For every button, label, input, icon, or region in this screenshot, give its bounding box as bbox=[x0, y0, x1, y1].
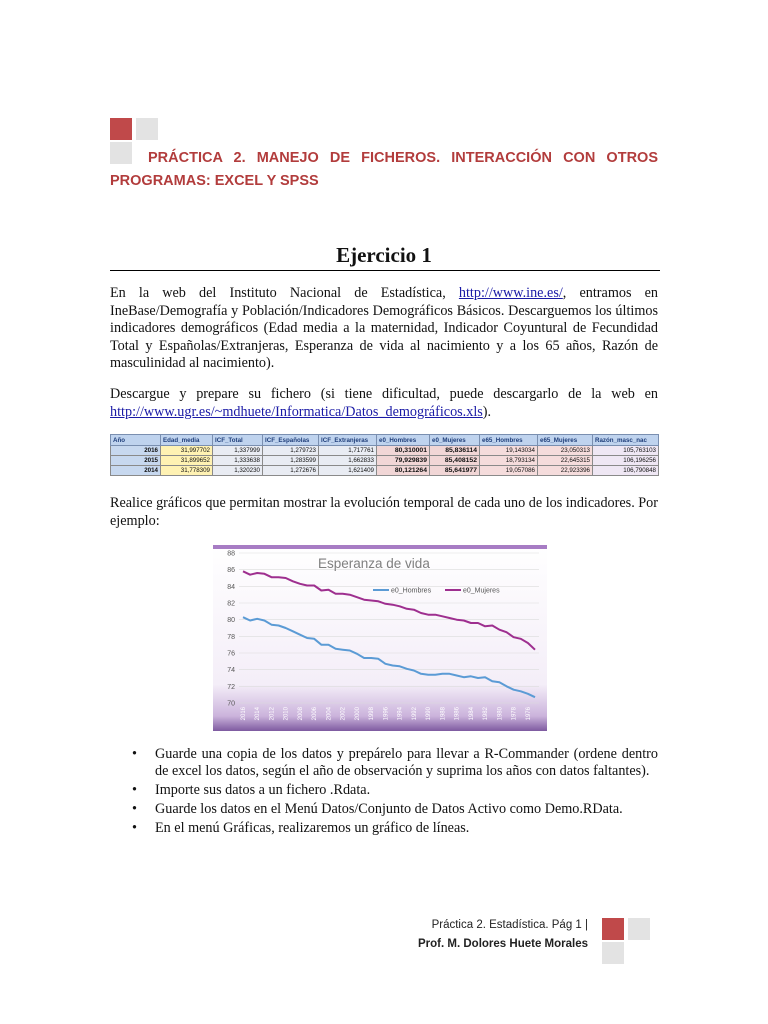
table-header: Año bbox=[111, 435, 161, 446]
list-item bbox=[110, 782, 658, 799]
para1-text-before: En la web del Instituto Nacional de Estadística, bbox=[110, 285, 459, 301]
bullet-icon: • bbox=[132, 801, 137, 817]
x-tick-label: 2014 bbox=[255, 707, 262, 721]
x-tick-label: 2004 bbox=[326, 707, 333, 721]
x-tick-label: 2010 bbox=[283, 707, 290, 721]
life-expectancy-chart bbox=[213, 545, 547, 731]
table-cell: 1,621409 bbox=[319, 466, 377, 476]
table-cell: 1,337999 bbox=[213, 446, 263, 456]
bullet-icon: • bbox=[132, 782, 137, 798]
table-cell: 1,272676 bbox=[263, 466, 319, 476]
table-cell: 22,645315 bbox=[538, 456, 593, 466]
logo-square-red bbox=[110, 118, 132, 140]
x-tick-label: 1980 bbox=[497, 707, 504, 721]
table-header: ICF_Total bbox=[213, 435, 263, 446]
x-tick-label: 1996 bbox=[383, 707, 390, 721]
table-cell: 1,320230 bbox=[213, 466, 263, 476]
table-header: ICF_Españolas bbox=[263, 435, 319, 446]
paragraph-2 bbox=[110, 386, 658, 421]
table-cell: 1,283599 bbox=[263, 456, 319, 466]
chart-x-ticks bbox=[241, 706, 532, 720]
y-tick-label: 72 bbox=[227, 683, 235, 691]
table-header: Razón_masc_nac bbox=[593, 435, 659, 446]
table-cell: 23,050313 bbox=[538, 446, 593, 456]
paragraph-1 bbox=[110, 285, 658, 373]
table-cell: 106,196256 bbox=[593, 456, 659, 466]
list-item-text: Guarde los datos en el Menú Datos/Conjunto de Datos Activo como Demo.RData. bbox=[155, 801, 623, 817]
footer-square-grey bbox=[602, 942, 624, 964]
logo-square-grey bbox=[136, 118, 158, 140]
table-cell: 85,641977 bbox=[430, 466, 480, 476]
table-cell: 80,310001 bbox=[377, 446, 430, 456]
footer-square-grey bbox=[628, 918, 650, 940]
x-tick-label: 1986 bbox=[454, 707, 461, 721]
footer-line-2: Prof. M. Dolores Huete Morales bbox=[418, 938, 588, 950]
ine-link[interactable]: http://www.ine.es/ bbox=[458, 285, 563, 301]
table-row bbox=[111, 446, 659, 456]
x-tick-label: 1992 bbox=[411, 707, 418, 721]
table-cell: 31,899652 bbox=[161, 456, 213, 466]
list-item-text: Guarde una copia de los datos y prepárelo para llevar a R-Commander (ordene dentro de excel los datos, según el año de observación y suprima los años con datos faltantes). bbox=[155, 746, 658, 779]
table-cell: 2016 bbox=[111, 446, 161, 456]
table-cell: 1,717761 bbox=[319, 446, 377, 456]
y-tick-label: 80 bbox=[227, 617, 235, 625]
table-header-row bbox=[111, 435, 659, 446]
x-tick-label: 1994 bbox=[397, 707, 404, 721]
table-header: e65_Hombres bbox=[480, 435, 538, 446]
table-cell: 18,793134 bbox=[480, 456, 538, 466]
table-cell: 2015 bbox=[111, 456, 161, 466]
table-cell: 85,408152 bbox=[430, 456, 480, 466]
x-tick-label: 1998 bbox=[369, 707, 376, 721]
footer-line-1: Práctica 2. Estadística. Pág 1 | bbox=[431, 919, 588, 931]
x-tick-label: 2016 bbox=[241, 707, 247, 721]
table-cell: 31,778309 bbox=[161, 466, 213, 476]
list-item bbox=[110, 820, 658, 837]
footer-square-red bbox=[602, 918, 624, 940]
para2-text-after: ). bbox=[482, 403, 492, 420]
instructions-list bbox=[110, 746, 658, 839]
x-tick-label: 1984 bbox=[468, 707, 475, 721]
x-tick-label: 1990 bbox=[426, 707, 433, 721]
y-tick-label: 88 bbox=[227, 550, 235, 558]
list-item bbox=[110, 746, 658, 780]
legend-label: e0_Hombres bbox=[391, 587, 432, 595]
table-cell: 22,923396 bbox=[538, 466, 593, 476]
table-header: ICF_Extranjeras bbox=[319, 435, 377, 446]
exercise-title: Ejercicio 1 bbox=[336, 243, 432, 267]
list-item-text: Importe sus datos a un fichero .Rdata. bbox=[155, 782, 371, 798]
table-row bbox=[111, 466, 659, 476]
x-tick-label: 1978 bbox=[511, 707, 518, 721]
table-header: e0_Hombres bbox=[377, 435, 430, 446]
paragraph-3: Realice gráficos que permitan mostrar la evolución temporal de cada uno de los indicadores. Por ejemplo: bbox=[110, 495, 658, 529]
x-tick-label: 2012 bbox=[269, 707, 276, 721]
table-row bbox=[111, 456, 659, 466]
x-tick-label: 2008 bbox=[297, 707, 304, 721]
title-rule bbox=[110, 270, 660, 271]
x-tick-label: 1976 bbox=[525, 707, 532, 721]
para1-text-after: , entramos en IneBase/Demografía y Población/Indicadores Demográficos Básicos. Descarguemos los últimos indicadores demográficos (Edad media a la maternidad, Indicador Coyuntural de Fecundidad Total y Españolas/Extranjeras, Esperanza de vida al nacimiento y a los 65 años, Razón de masculinidad al nacimiento). bbox=[110, 285, 658, 372]
download-link[interactable]: http://www.ugr.es/~mdhuete/Informatica/Datos_demográficos.xls bbox=[110, 403, 483, 420]
table-cell: 2014 bbox=[111, 466, 161, 476]
heading-line-2: PROGRAMAS: EXCEL Y SPSS bbox=[110, 173, 319, 189]
table-cell: 85,836114 bbox=[430, 446, 480, 456]
practice-heading bbox=[110, 147, 658, 193]
table-cell: 1,333638 bbox=[213, 456, 263, 466]
chart-top-band bbox=[213, 545, 547, 549]
list-item-text: En el menú Gráficas, realizaremos un gráfico de líneas. bbox=[155, 820, 470, 836]
x-tick-label: 2006 bbox=[312, 707, 319, 721]
y-tick-label: 76 bbox=[227, 650, 235, 658]
indicators-table bbox=[110, 434, 659, 476]
heading-line-1: PRÁCTICA 2. MANEJO DE FICHEROS. INTERACCIÓN CON OTROS bbox=[148, 150, 658, 166]
table-cell: 105,763103 bbox=[593, 446, 659, 456]
x-tick-label: 1988 bbox=[440, 707, 447, 721]
x-tick-label: 2002 bbox=[340, 707, 347, 721]
table-cell: 80,121264 bbox=[377, 466, 430, 476]
table-header: Edad_media bbox=[161, 435, 213, 446]
page-footer bbox=[418, 916, 588, 954]
bullet-icon: • bbox=[132, 820, 137, 836]
y-tick-label: 86 bbox=[227, 567, 235, 575]
x-tick-label: 1982 bbox=[483, 707, 490, 721]
y-tick-label: 74 bbox=[227, 667, 235, 675]
table-cell: 1,662833 bbox=[319, 456, 377, 466]
para2-text-before: Descargue y prepare su fichero (si tiene dificultad, puede descargarlo de la web en bbox=[110, 386, 658, 402]
y-tick-label: 82 bbox=[227, 600, 235, 608]
y-tick-label: 84 bbox=[227, 583, 235, 591]
bullet-icon: • bbox=[132, 746, 137, 762]
table-cell: 19,057086 bbox=[480, 466, 538, 476]
y-tick-label: 78 bbox=[227, 633, 235, 641]
table-header: e0_Mujeres bbox=[430, 435, 480, 446]
y-tick-label: 70 bbox=[227, 700, 235, 708]
list-item bbox=[110, 801, 658, 818]
table-header: e65_Mujeres bbox=[538, 435, 593, 446]
table-cell: 79,929839 bbox=[377, 456, 430, 466]
table-cell: 106,790848 bbox=[593, 466, 659, 476]
table-cell: 19,143034 bbox=[480, 446, 538, 456]
legend-label: e0_Mujeres bbox=[463, 587, 500, 595]
chart-title: Esperanza de vida bbox=[318, 556, 430, 571]
x-tick-label: 2000 bbox=[354, 707, 361, 721]
table-cell: 31,997702 bbox=[161, 446, 213, 456]
table-cell: 1,279723 bbox=[263, 446, 319, 456]
